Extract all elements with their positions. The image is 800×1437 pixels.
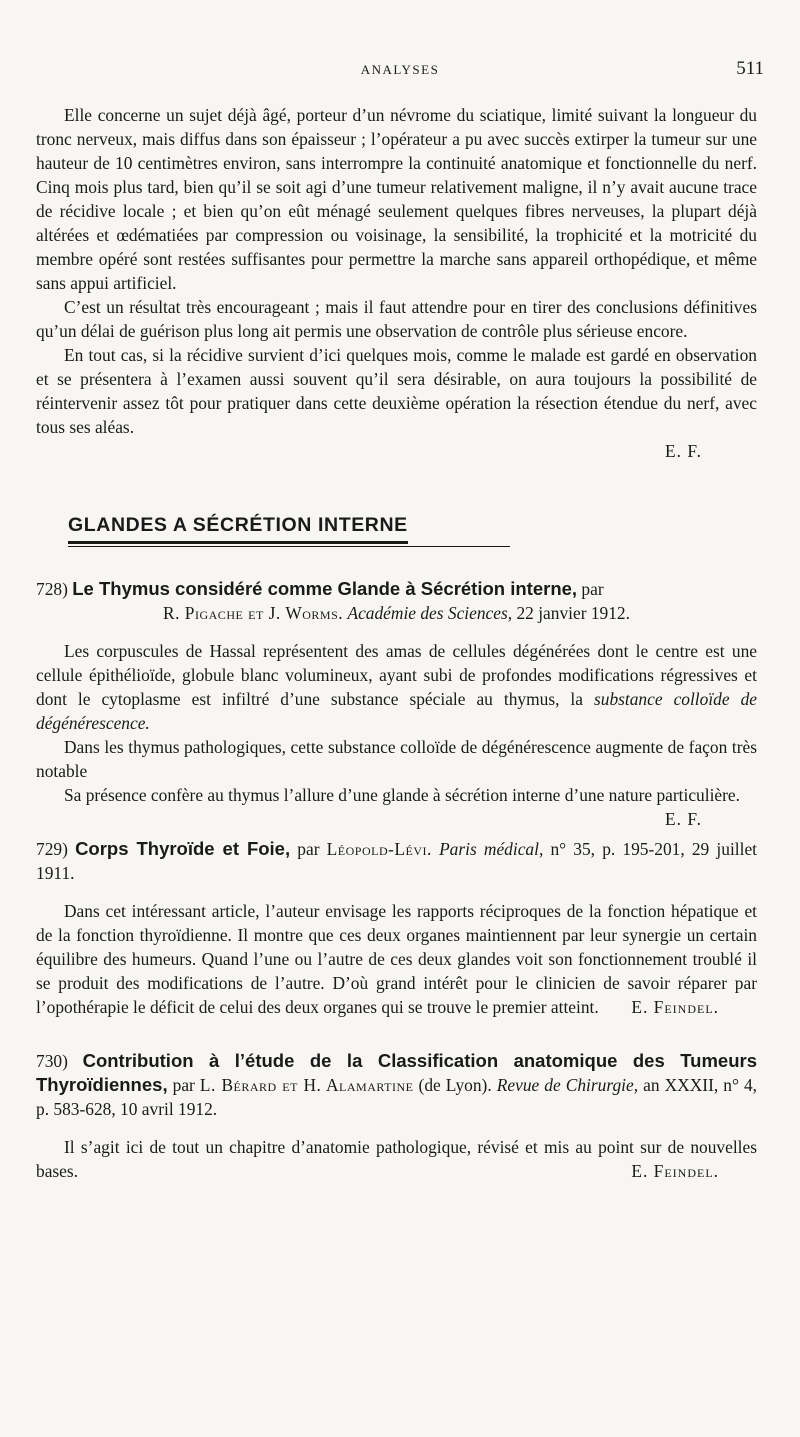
entry-730-place: (de Lyon). [418,1075,492,1095]
entry-729-p1-text: Dans cet intéressant article, l’auteur envisage les rapports réciproques de la fonction hépatique et de la fonction thyroïdienne. Il montre que ces deux organes maintiennent par leur synergie un certain équilibre des humeurs. Quand l’une ou l’autre de ces deux glandes voit son fonctionnement troublé il se produit des modifications de l’autre. D’où grand intérêt pour le clinicien de savoir réparer par l’opothérapie le déficit de celui des deux organes qui se trouve le premier atteint. [36,901,757,1017]
page-content [36,103,757,1183]
entry-728-authors: R. Pigache et J. Worms. [163,603,344,623]
entry-728-by: par [581,579,604,599]
entry-728 [36,577,757,829]
entry-729-heading [36,837,757,885]
entry-730-p1-text: Il s’agit ici de tout un chapitre d’anatomie pathologique, révisé et mis au point sur de nouvelles bases. [36,1137,757,1181]
entry-730-paragraph-1 [36,1135,757,1183]
entry-729-authors: Léopold-Lévi. [326,839,432,859]
entry-728-p1-italic: substance colloïde de dégénérescence. [36,689,757,733]
entry-728-title: Le Thymus considéré comme Glande à Sécrétion interne, [72,578,578,599]
intro-paragraph-1: Elle concerne un sujet déjà âgé, porteur d’un névrome du sciatique, limité suivant la longueur du tronc nerveux, mais diffus dans son épaisseur ; l’opérateur a pu avec succès extirper la tumeur sur une hauteur de 10 centimètres environ, sans interrompre la continuité anatomique et fonctionnelle du nerf. Cinq mois plus tard, bien qu’il se soit agi d’une tumeur relativement maligne, il n’y avait aucune trace de récidive locale ; et bien qu’on eût ménagé seulement quelques fibres nerveuses, la plupart déjà altérées et œdématiées par compression ou voisinage, la sensibilité, la trophicité et la motricité du membre opéré sont restées suffisantes pour permettre la marche sans appareil orthopédique, et même sans appui artificiel. [36,105,757,293]
entry-729-signature: E. Feindel. [631,997,719,1017]
entry-728-number: 728) [36,579,68,599]
entry-730-by: par [172,1075,195,1095]
entry-730 [36,1049,757,1183]
entry-729-number: 729) [36,839,68,859]
section-rule [68,546,510,547]
entry-728-paragraph-2: Dans les thymus pathologiques, cette substance colloïde de dégénérescence augmente de façon très notable [36,737,757,781]
section-title: GLANDES A SÉCRÉTION INTERNE [68,513,408,544]
page-header [36,58,764,86]
entry-730-authors: L. Bérard et H. Alamartine [199,1075,414,1095]
intro-signature: E. F. [665,441,702,461]
entry-728-date: 22 janvier 1912. [516,603,630,623]
entry-729-title: Corps Thyroïde et Foie, [75,838,291,859]
page-number: 511 [736,58,764,79]
entry-729-by: par [297,839,320,859]
entry-730-title: Contribution à l’étude de la Classification anatomique des Tumeurs Thyroïdiennes, [36,1050,757,1095]
entry-728-p3-text: Sa présence confère au thymus l’allure d’une glande à sécrétion interne d’une nature particulière. [64,785,740,805]
entry-730-details: an XXXII, n° 4, p. 583-628, 10 avril 1912. [36,1075,758,1119]
entry-728-paragraph-1 [36,639,757,735]
entry-730-signature: E. Feindel. [631,1161,719,1181]
entry-728-signature: E. F. [665,809,702,829]
entry-728-p1-text: Les corpuscules de Hassal représentent des amas de cellules dégénérées dont le centre est une cellule épithélioïde, globule blanc volumineux, ayant subi de profondes modifications régressives et dont le cytoplasme est infiltré d’une substance spéciale au thymus, la [36,641,757,709]
entry-730-number: 730) [36,1051,68,1071]
running-title: ANALYSES [360,62,440,77]
entry-728-heading [36,577,757,625]
entry-729-source: Paris médical, [439,839,544,859]
intro-paragraph-2: C’est un résultat très encourageant ; mais il faut attendre pour en tirer des conclusions définitives qu’un délai de guérison plus long ait permis une observation de contrôle plus sérieuse encore. [36,297,757,341]
entry-730-heading [36,1049,757,1121]
entry-728-paragraph-3 [36,783,757,829]
entry-729-paragraph-1 [36,899,757,1019]
entry-728-source: Académie des Sciences, [347,603,513,623]
entry-729-details: n° 35, p. 195-201, 29 juillet 1911. [36,839,757,883]
entry-730-source: Revue de Chirurgie, [496,1075,639,1095]
intro-paragraph-3: En tout cas, si la récidive survient d’ici quelques mois, comme le malade est gardé en observation et se présentera à l’examen aussi souvent qu’il sera désirable, on aura toujours la possibilité de réintervenir assez tôt pour pratiquer dans cette deuxième opération la résection étendue du nerf, avec tous ses aléas. [36,345,757,437]
entry-729 [36,837,757,1019]
